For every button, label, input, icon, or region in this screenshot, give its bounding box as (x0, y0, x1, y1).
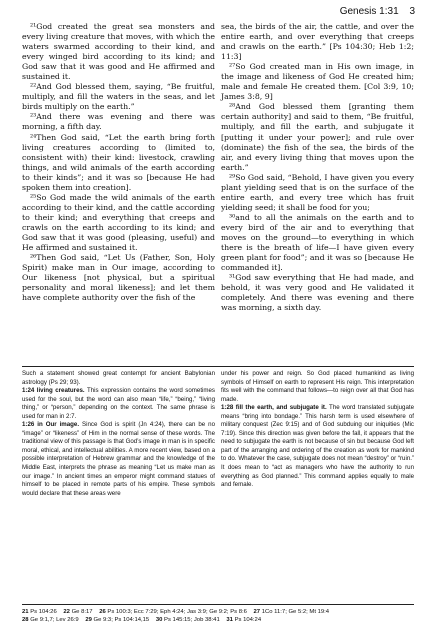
cross-ref-verse: 31 (226, 617, 233, 623)
study-notes (22, 370, 414, 498)
cross-ref-item (99, 609, 247, 615)
notes-right-column (221, 370, 414, 498)
running-head-reference: Genesis 1:31 (339, 6, 399, 17)
cross-ref-refs: Ps 104:26 (30, 609, 57, 615)
cross-ref-refs: Ge 9:1,7; Lev 26:9 (30, 617, 79, 623)
cross-ref-item (22, 617, 79, 623)
cross-ref-item (85, 617, 149, 623)
note-paragraph (221, 404, 414, 489)
cross-ref-refs: Ps 104:24 (234, 617, 262, 623)
verse-28: ²⁸And God blessed them [granting them certain authority] and said to them, “Be fruitful, multiply, and fill the earth, and subjugate it [putting it under your power]; and rule over (dominate) the fish of the sea, the birds of the air, and every living thing that moves upon the earth.” (221, 102, 414, 172)
note-text: under his power and reign. So God placed humankind as living symbols of Himself on earth to represent His reign. This interpretation fits well with the command that follows—to reign over all that God has made. (221, 370, 414, 403)
scripture-text (22, 22, 414, 313)
verse-24: ²⁴Then God said, “Let the earth bring forth living creatures according to (limited to, consistent with) their kind: livestock, crawling things, and wild animals of the earth according to their kinds”; and it was so [because He had spoken them into creation]. (22, 132, 215, 192)
note-lead: 1:26 in Our image. (22, 421, 80, 429)
note-text: Since God is spirit (Jn 4:24), there can be no “image” or “likeness” of Him in the normal sense of these words. The traditional view of this passage is that God’s image in man is in specific moral, ethical, and intellectual abilities. A more recent view, based on a possible interpretation of Hebrew grammar and the knowledge of the Middle East, interprets the phrase as meaning “Let us make man as our image.” In ancient times an emperor might command statues of himself to be placed in remote parts of his empire. These symbols would declare that these areas were (22, 421, 215, 497)
notes-left-column (22, 370, 215, 498)
cross-reference-line (22, 608, 414, 616)
cross-ref-refs: Ge 8:17 (71, 609, 93, 615)
cross-ref-item (156, 617, 220, 623)
note-text: This expression contains the word sometimes used for the soul, but the word can also mean “life,” “being,” “living thing,” or “person,” depending on the context. The same phrase is used for man in 2:7. (22, 387, 215, 420)
scripture-left-column (22, 22, 215, 313)
note-lead: 1:28 fill the earth, and subjugate it. (221, 404, 327, 412)
verse-26: ²⁶Then God said, “Let Us (Father, Son, Holy Spirit) make man in Our image, according to Our likeness [not physical, but a spiritual personality and moral likeness]; and let them have complete authority over the fish of the (22, 253, 215, 303)
note-lead: 1:24 living creatures. (22, 387, 85, 395)
scripture-right-column (221, 22, 414, 313)
cross-ref-item (226, 617, 261, 623)
cross-ref-item (22, 609, 57, 615)
cross-ref-verse: 27 (253, 609, 261, 615)
note-paragraph (221, 370, 414, 404)
note-paragraph (22, 421, 215, 498)
cross-ref-verse: 26 (99, 609, 106, 615)
note-paragraph (22, 387, 215, 421)
cross-ref-verse: 30 (155, 617, 163, 623)
cross-ref-item (254, 609, 330, 615)
verse-27: ²⁷So God created man in His own image, in the image and likeness of God He created him; male and female He created them. [Col 3:9, 10; James 3:8, 9] (221, 62, 414, 102)
cross-references (22, 604, 414, 624)
verse-25: ²⁵So God made the wild animals of the earth according to their kind, and the cattle according to their kind; and everything that creeps and crawls on the earth according to its kind; and God saw that it was good (pleasing, useful) and He affirmed and sustained it. (22, 192, 215, 253)
cross-ref-verse: 21 (22, 609, 29, 615)
verse-26-continued: sea, the birds of the air, the cattle, and over the entire earth, and over everything that creeps and crawls on the earth.” [Ps 104:30; Heb 1:2; 11:3] (221, 22, 414, 62)
cross-reference-line (22, 616, 414, 624)
note-text: Such a statement showed great contempt for ancient Babylonian astrology (Ps 29; 93). (22, 370, 215, 386)
page-number: 3 (409, 6, 415, 17)
verse-31: ³¹God saw everything that He had made, and behold, it was very good and He validated it completely. And there was evening and there was morning, a sixth day. (221, 273, 414, 313)
cross-ref-verse: 22 (63, 609, 70, 615)
cross-ref-item (63, 609, 92, 615)
cross-ref-refs: Ps 100:3; Ecc 7:29; Eph 4:24; Jas 3:9; Ge 9:2; Ps 8:6 (107, 609, 247, 615)
cross-ref-verse: 29 (85, 617, 92, 623)
cross-ref-verse: 28 (22, 617, 29, 623)
note-text: The word translated subjugate means “bring into bondage.” This harsh term is used elsewhere of military conquest (Zec 9:15) and of God subduing our iniquities (Mic 7:19). Since this direction was given before the fall, it appears that the need to subjugate the earth is not because of sin but because God left part of the arranging and ordering of the creation as work for mankind to do. Whatever the case, subjugate does not mean “destroy” or “ruin.” It does mean to “act as managers who have the authority to run everything as God planned.” This command applies equally to male and female. (221, 404, 415, 489)
verse-30: ³⁰and to all the animals on the earth and to every bird of the air and to everything that moves on the ground—to everything in which there is the breath of life—I have given every green plant for food”; and it was so [because He commanded it]. (221, 212, 414, 273)
verse-21: ²¹God created the great sea monsters and every living creature that moves, with which the waters swarmed according to their kind, and every winged bird according to its kind; and God saw that it was good and He affirmed and sustained it. (22, 22, 215, 82)
verse-29: ²⁹So God said, “Behold, I have given you every plant yielding seed that is on the surface of the entire earth, and every tree which has fruit yielding seed; it shall be food for you; (221, 172, 414, 212)
note-paragraph (22, 370, 215, 387)
verse-23: ²³And there was evening and there was morning, a fifth day. (22, 112, 215, 132)
cross-ref-refs: 1Co 11:7; Ge 5:2; Mt 19:4 (261, 609, 330, 615)
running-head (340, 6, 415, 17)
notes-divider (22, 366, 414, 367)
cross-ref-refs: Ps 145:15; Job 38:41 (164, 617, 220, 623)
cross-ref-refs: Ge 9:3; Ps 104:14,15 (93, 617, 150, 623)
verse-22: ²²And God blessed them, saying, “Be fruitful, multiply, and fill the waters in the seas, and let birds multiply on the earth.” (22, 82, 215, 112)
